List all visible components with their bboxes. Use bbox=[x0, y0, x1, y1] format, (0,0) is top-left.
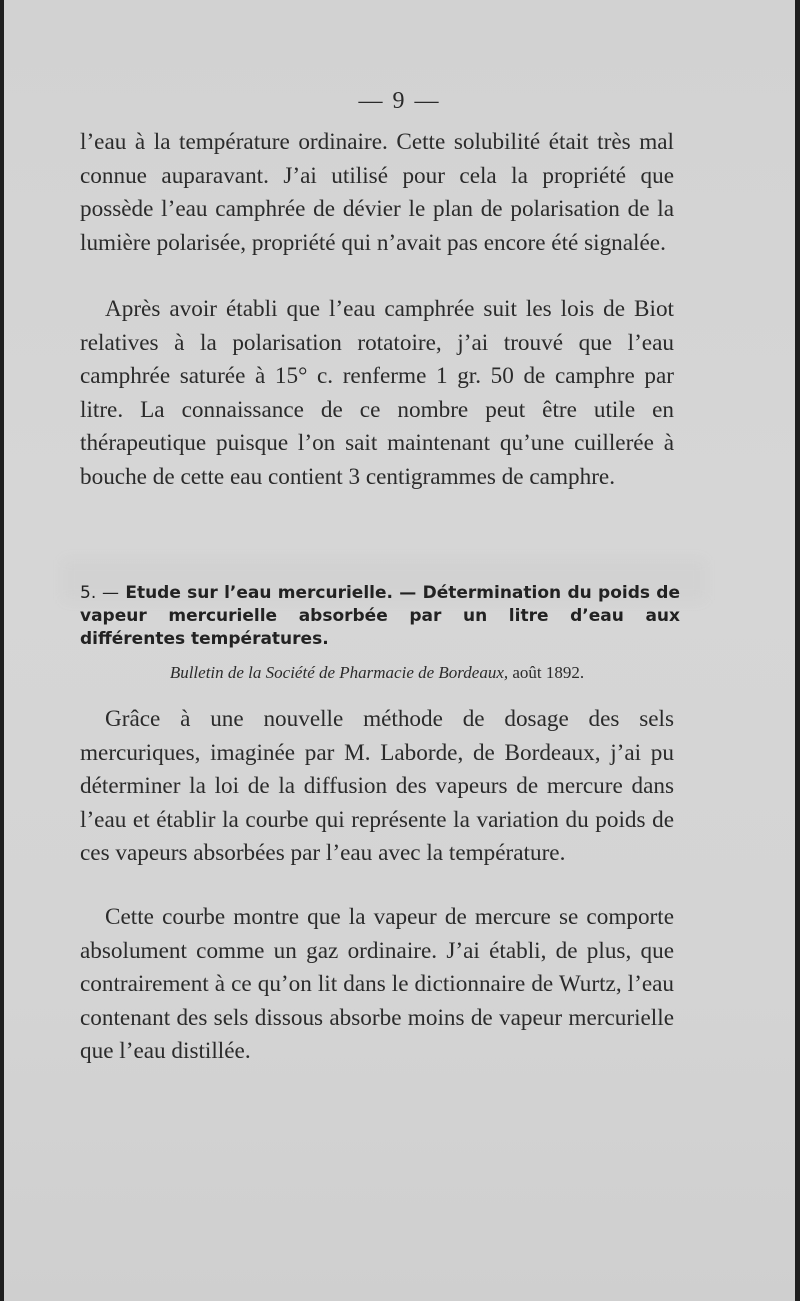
paragraph-1 bbox=[80, 126, 674, 260]
paragraph-3-text: Grâce à une nouvelle méthode de dosage des sels mercuriques, imaginée par M. Laborde, de Bordeaux, j’ai pu déterminer la loi de la diffusion des vapeurs de mercure dans l’eau et établir la courbe qui représente la variation du poids de ces vapeurs absorbées par l’eau avec la température. bbox=[80, 706, 674, 867]
paragraph-4-text: Cette courbe montre que la vapeur de mercure se comporte absolument comme un gaz ordinaire. J’ai établi, de plus, que contrairement à ce qu’on lit dans le dictionnaire de Wurtz, l’eau contenant des sels dissous absorbe moins de vapeur mercurielle que l’eau distillée. bbox=[80, 904, 674, 1065]
section-title: Etude sur l’eau mercurielle. — Détermination du poids de vapeur mercurielle absorbée par un litre d’eau aux différentes températures. bbox=[80, 583, 680, 649]
citation bbox=[80, 663, 674, 683]
citation-journal: Bulletin de la Société de Pharmacie de Bordeaux, bbox=[169, 663, 509, 682]
paragraph-3 bbox=[80, 703, 674, 871]
paragraph-1-text: l’eau à la température ordinaire. Cette solubilité était très mal connue auparavant. J’ai utilisé pour cela la propriété que possède l’eau camphrée de dévier le plan de polarisation de la lumière polarisée, propriété qui n’avait pas encore été signalée. bbox=[80, 129, 674, 256]
page-number: — 9 — bbox=[358, 88, 441, 114]
book-page bbox=[4, 0, 795, 1301]
paragraph-2 bbox=[80, 293, 674, 495]
paragraph-4 bbox=[80, 901, 674, 1069]
section-number: 5. — bbox=[80, 583, 120, 603]
citation-date: août 1892. bbox=[512, 663, 585, 682]
section-heading bbox=[80, 582, 680, 651]
paragraph-2-text: Après avoir établi que l’eau camphrée suit les lois de Biot relatives à la polarisation rotatoire, j’ai trouvé que l’eau camphrée saturée à 15° c. renferme 1 gr. 50 de camphre par litre. La connaissance de ce nombre peut être utile en thérapeutique puisque l’on sait maintenant qu’une cuillerée à bouche de cette eau contient 3 centigrammes de camphre. bbox=[80, 296, 674, 490]
